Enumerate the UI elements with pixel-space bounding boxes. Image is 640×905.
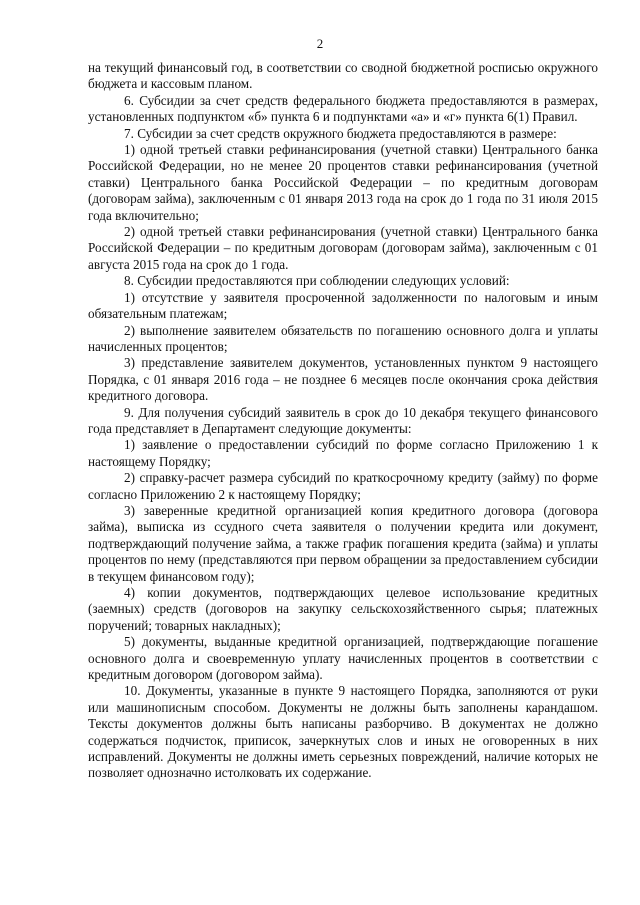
paragraph-7-item-1: 1) одной третьей ставки рефинансирования (учетной ставки) Центрального банка Российской Федерации, но не менее 20 процентов ставки рефинансирования (учетной ставки) Центрального банка Российской Федерации – по кредитным договорам (договорам займа), заключенным с 01 января 2013 года на срок до 1 года по 31 июля 2015 года включительно; xyxy=(88,142,598,223)
paragraph-9-item-3: 3) заверенные кредитной организацией копия кредитного договора (договора займа), выписка из ссудного счета заявителя о получении кредита или документ, подтверждающий получение займа, а также график погашения кредита (займа) и уплаты процентов по нему (представляются при первом обращении за предоставлением субсидии в текущем финансовом году); xyxy=(88,502,598,584)
paragraph-9: 9. Для получения субсидий заявитель в срок до 10 декабря текущего финансового года представляет в Департамент следующие документы: xyxy=(88,404,598,436)
document-body xyxy=(88,60,598,782)
paragraph-7: 7. Субсидии за счет средств окружного бюджета предоставляются в размере: xyxy=(124,125,557,141)
paragraph-8-item-3: 3) представление заявителем документов, установленных пунктом 9 настоящего Порядка, с 01 января 2016 года – не позднее 6 месяцев после окончания срока действия кредитного договора. xyxy=(88,355,598,404)
paragraph-8: 8. Субсидии предоставляются при соблюдении следующих условий: xyxy=(124,273,510,289)
paragraph-9-item-4: 4) копии документов, подтверждающих целевое использование кредитных (заемных) средств (договоров на закупку сельскохозяйственного сырья; платежных поручений; товарных накладных); xyxy=(88,585,598,633)
paragraph-8-item-2: 2) выполнение заявителем обязательств по погашению основного долга и уплаты начисленных процентов; xyxy=(88,322,598,354)
paragraph-9-item-2: 2) справку-расчет размера субсидий по краткосрочному кредиту (займу) по форме согласно Приложению 2 к настоящему Порядку; xyxy=(88,470,598,502)
page-number: 2 xyxy=(316,36,324,51)
paragraph-8-item-1: 1) отсутствие у заявителя просроченной задолженности по налоговым и иным обязательным платежам; xyxy=(88,289,598,322)
paragraph-6: 6. Субсидии за счет средств федерального бюджета предоставляются в размерах, установленных подпунктом «б» пункта 6 и подпунктами «а» и «г» пункта 6(1) Правил. xyxy=(88,92,598,125)
paragraph-9-item-1: 1) заявление о предоставлении субсидий по форме согласно Приложению 1 к настоящему Порядку; xyxy=(88,437,598,469)
paragraph-9-item-5: 5) документы, выданные кредитной организацией, подтверждающие погашение основного долга и своевременную уплату начисленных процентов в соответствии с кредитным договором (договором займа). xyxy=(88,634,598,683)
paragraph-continuation: на текущий финансовый год, в соответствии со сводной бюджетной росписью окружного бюджета и кассовым планом. xyxy=(88,60,598,92)
paragraph-7-item-2: 2) одной третьей ставки рефинансирования (учетной ставки) Центрального банка Российской Федерации – по кредитным договорам (договорам займа), заключенным с 01 августа 2015 года на срок до 1 года. xyxy=(88,224,598,272)
paragraph-10: 10. Документы, указанные в пункте 9 настоящего Порядка, заполняются от руки или машинописным способом. Документы не должны быть заполнены карандашом. Тексты документов должны быть написаны разборчиво. В документах не должно содержаться подчисток, приписок, зачеркнутых слов и иных не оговоренных в них исправлений. Документы не должны иметь серьезных повреждений, наличие которых не позволяет однозначно истолковать их содержание. xyxy=(88,683,598,781)
